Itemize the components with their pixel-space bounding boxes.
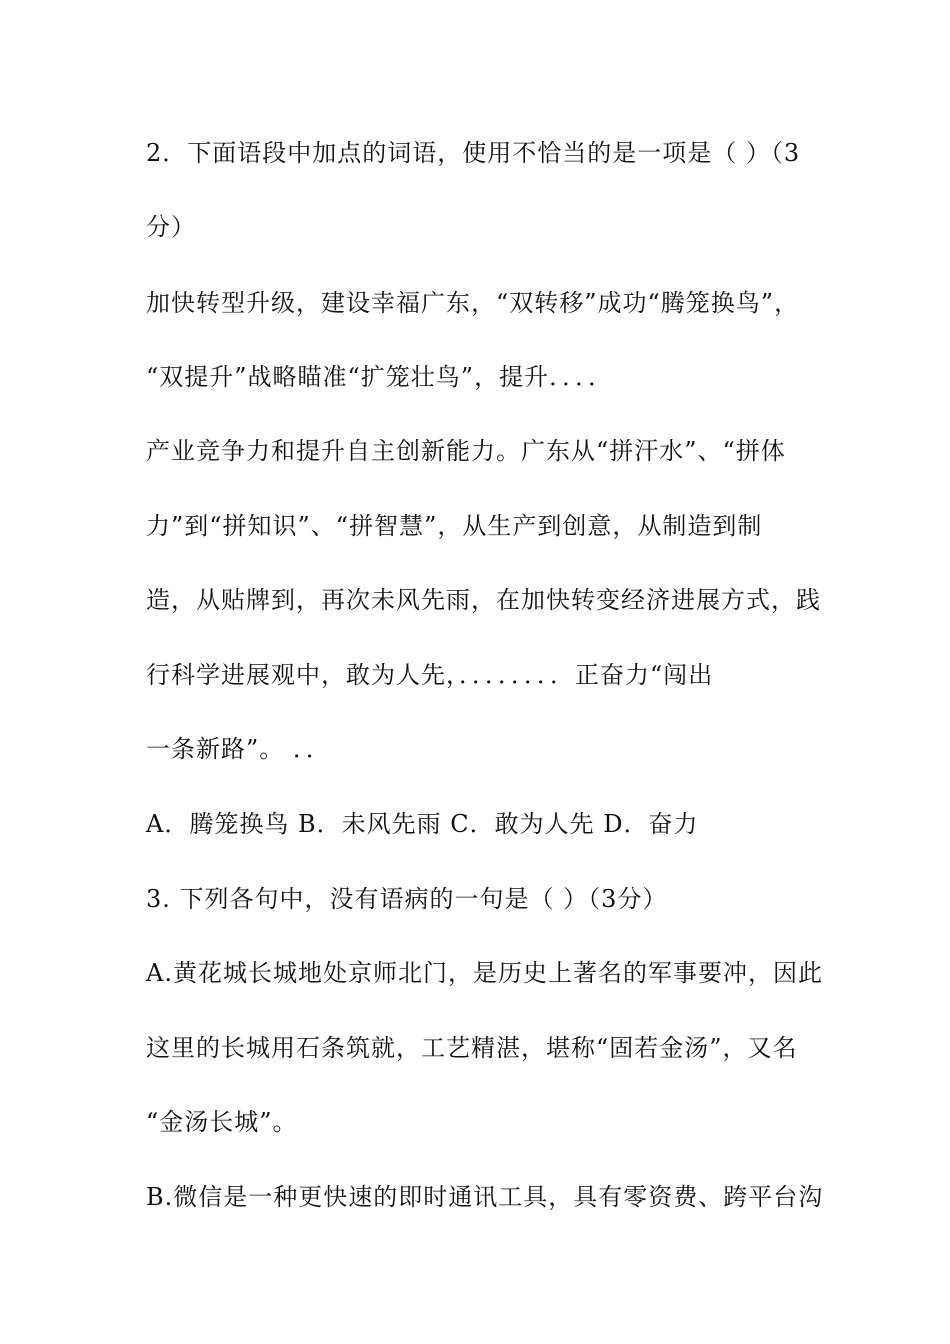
- question-2-options: A．腾笼换鸟 B．未风先雨 C．敢为人先 D．奋力: [146, 810, 699, 838]
- passage-line-3: 产业竞争力和提升自主创新能力。广东从“拼汗水”、“拼体: [146, 437, 786, 465]
- option-a-line-1: A.黄花城长城地处京师北门，是历史上著名的军事要冲，因此: [146, 959, 823, 987]
- option-a-line-2: 这里的长城用石条筑就，工艺精湛，堪称“固若金汤”，又名: [146, 1034, 798, 1062]
- question-3-stem: 3. 下列各句中，没有语病的一句是（ ）（3分）: [146, 885, 668, 913]
- question-2-stem-line-1: 2．下面语段中加点的词语，使用不恰当的是一项是（ ）（3: [146, 139, 801, 167]
- passage-line-2: “双提升”战略瞄准“扩笼壮鸟”，提升．．．．: [146, 363, 614, 391]
- option-a-line-3: “金汤长城”。: [146, 1108, 298, 1136]
- passage-line-1: 加快转型升级，建设幸福广东，“双转移”成功“腾笼换鸟”，: [146, 289, 800, 317]
- passage-line-6: 行科学进展观中，敢为人先，．．．．．．．．正奋力“闯出: [146, 661, 714, 689]
- passage-line-5: 造，从贴牌到，再次未风先雨，在加快转变经济进展方式，践: [146, 586, 821, 614]
- option-b-line-1: B.微信是一种更快速的即时通讯工具，具有零资费、跨平台沟: [146, 1183, 824, 1211]
- passage-line-4: 力”到“拼知识”、“拼智慧”，从生产到创意，从制造到制: [146, 512, 763, 540]
- passage-line-7: 一条新路”。 ．．: [146, 735, 331, 763]
- question-2-stem-line-2: 分）: [146, 213, 196, 241]
